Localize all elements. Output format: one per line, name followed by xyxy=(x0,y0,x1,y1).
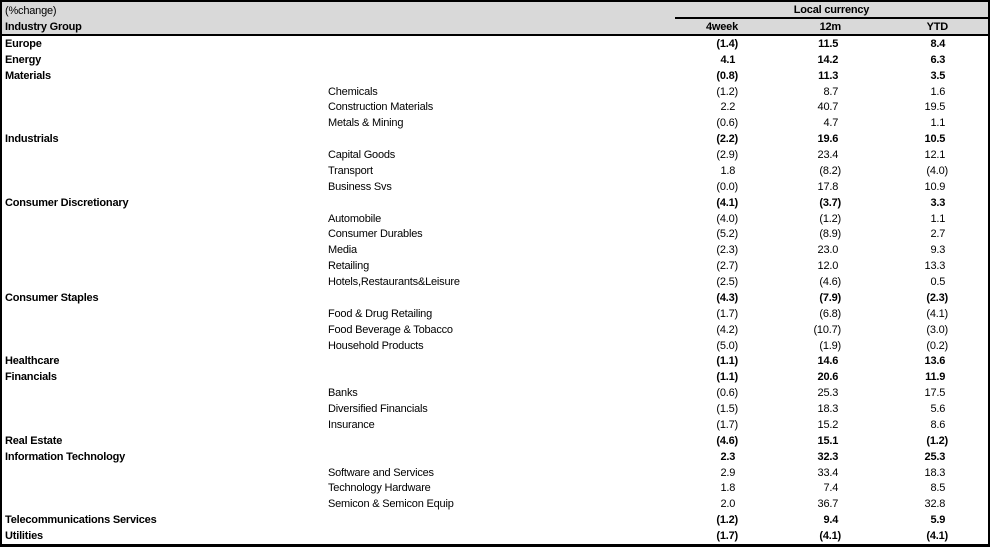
value-cell: 13.3 xyxy=(924,260,948,273)
value-cell: 1.8 xyxy=(720,482,738,495)
value-cell: (1.9) xyxy=(819,339,841,352)
row-label: Real Estate xyxy=(5,434,63,447)
value-cell: 18.3 xyxy=(817,403,841,416)
value-cell: 13.6 xyxy=(924,355,948,368)
value-cell: 7.4 xyxy=(823,482,841,495)
row-label: Capital Goods xyxy=(328,149,396,162)
value-cell: (0.6) xyxy=(716,387,738,400)
value-cell: 11.9 xyxy=(925,371,948,384)
table-row xyxy=(2,115,988,131)
row-label: Food & Drug Retailing xyxy=(328,307,433,320)
row-label: Financials xyxy=(5,371,57,384)
row-label: Hotels,Restaurants&Leisure xyxy=(328,276,460,289)
value-cell: 3.3 xyxy=(930,196,948,209)
table-row xyxy=(2,274,988,290)
table-row xyxy=(2,417,988,433)
value-cell: 2.2 xyxy=(720,101,738,114)
table-row xyxy=(2,465,988,481)
value-cell: 6.3 xyxy=(930,53,948,66)
table-row xyxy=(2,322,988,338)
row-label: Chemicals xyxy=(328,85,378,98)
value-cell: (3.0) xyxy=(926,323,948,336)
table-row xyxy=(2,290,988,306)
table-row xyxy=(2,147,988,163)
table-row xyxy=(2,354,988,370)
value-cell: (1.2) xyxy=(926,434,948,447)
value-cell: (4.1) xyxy=(926,307,948,320)
row-label: Industrials xyxy=(5,133,59,146)
table-row xyxy=(2,179,988,195)
value-cell: 2.3 xyxy=(720,450,738,463)
table-row xyxy=(2,52,988,68)
value-cell: (3.7) xyxy=(819,196,841,209)
value-cell: 8.5 xyxy=(930,482,948,495)
row-label: Metals & Mining xyxy=(328,117,404,130)
value-cell: (0.0) xyxy=(716,180,738,193)
value-cell: (10.7) xyxy=(813,323,841,336)
table-row xyxy=(2,227,988,243)
value-cell: 14.2 xyxy=(817,53,841,66)
value-cell: (4.6) xyxy=(716,434,738,447)
value-cell: 0.5 xyxy=(930,276,948,289)
value-cell: 2.9 xyxy=(720,466,738,479)
value-cell: 8.7 xyxy=(823,85,841,98)
value-cell: 40.7 xyxy=(817,101,841,114)
row-label: Semicon & Semicon Equip xyxy=(328,498,454,511)
row-label: Banks xyxy=(328,387,358,400)
table-row xyxy=(2,306,988,322)
value-cell: (8.9) xyxy=(819,228,841,241)
value-cell: 1.1 xyxy=(930,117,948,130)
value-cell: (4.1) xyxy=(716,196,738,209)
value-cell: 32.3 xyxy=(817,450,841,463)
value-cell: (5.0) xyxy=(716,339,738,352)
value-cell: 2.0 xyxy=(720,498,738,511)
row-label: Business Svs xyxy=(328,180,392,193)
row-label: Insurance xyxy=(328,418,375,431)
value-cell: 5.9 xyxy=(930,514,948,527)
value-cell: 20.6 xyxy=(817,371,841,384)
row-label: Technology Hardware xyxy=(328,482,431,495)
row-label: Healthcare xyxy=(5,355,60,368)
table-row xyxy=(2,433,988,449)
value-cell: (1.5) xyxy=(716,403,738,416)
value-cell: 10.9 xyxy=(924,180,948,193)
value-cell: (2.7) xyxy=(716,260,738,273)
value-cell: 8.4 xyxy=(930,37,948,50)
value-cell: (4.1) xyxy=(819,530,841,543)
table-row xyxy=(2,401,988,417)
table-row xyxy=(2,258,988,274)
value-cell: 11.3 xyxy=(818,69,841,82)
units-label: (%change) xyxy=(5,4,57,17)
row-label: Consumer Staples xyxy=(5,291,99,304)
row-label: Telecommunications Services xyxy=(5,514,157,527)
value-cell: 5.6 xyxy=(930,403,948,416)
value-cell: 19.6 xyxy=(817,133,841,146)
table-row xyxy=(2,496,988,512)
value-cell: (4.6) xyxy=(819,276,841,289)
value-cell: (0.2) xyxy=(926,339,948,352)
value-cell: 17.5 xyxy=(924,387,948,400)
value-cell: (2.5) xyxy=(716,276,738,289)
table-body xyxy=(2,36,988,544)
value-cell: 23.4 xyxy=(817,149,841,162)
value-cell: 23.0 xyxy=(817,244,841,257)
value-cell: 11.5 xyxy=(818,37,841,50)
value-cell: 3.5 xyxy=(930,69,948,82)
value-cell: 25.3 xyxy=(924,450,948,463)
table-row xyxy=(2,481,988,497)
row-label: Utilities xyxy=(5,530,43,543)
value-cell: (1.1) xyxy=(716,371,738,384)
value-cell: (2.3) xyxy=(716,244,738,257)
value-cell: 9.4 xyxy=(823,514,841,527)
value-cell: (1.7) xyxy=(716,530,738,543)
value-cell: (1.2) xyxy=(716,85,738,98)
column-header-12m: 12m xyxy=(819,20,841,33)
value-cell: (4.1) xyxy=(926,530,948,543)
value-cell: 2.7 xyxy=(930,228,948,241)
table-header xyxy=(2,2,988,36)
row-label: Consumer Durables xyxy=(328,228,423,241)
value-cell: 36.7 xyxy=(817,498,841,511)
value-cell: (4.0) xyxy=(716,212,738,225)
table-row xyxy=(2,512,988,528)
value-cell: (1.4) xyxy=(716,37,738,50)
table-row xyxy=(2,369,988,385)
value-cell: (4.2) xyxy=(716,323,738,336)
column-group-header: Local currency xyxy=(675,2,988,19)
value-cell: (6.8) xyxy=(819,307,841,320)
value-cell: 4.7 xyxy=(823,117,841,130)
row-label: Media xyxy=(328,244,357,257)
value-cell: (4.0) xyxy=(926,164,948,177)
value-cell: (1.7) xyxy=(716,418,738,431)
row-label: Retailing xyxy=(328,260,370,273)
table-row xyxy=(2,131,988,147)
row-label: Consumer Discretionary xyxy=(5,196,129,209)
value-cell: (1.1) xyxy=(716,355,738,368)
table-row xyxy=(2,100,988,116)
value-cell: (1.2) xyxy=(716,514,738,527)
row-label: Transport xyxy=(328,164,373,177)
value-cell: (8.2) xyxy=(819,164,841,177)
value-cell: 9.3 xyxy=(930,244,948,257)
row-label: Energy xyxy=(5,53,42,66)
value-cell: 10.5 xyxy=(924,133,948,146)
value-cell: (5.2) xyxy=(716,228,738,241)
value-cell: (2.2) xyxy=(716,133,738,146)
row-label: Food Beverage & Tobacco xyxy=(328,323,453,336)
value-cell: (0.8) xyxy=(716,69,738,82)
table-row xyxy=(2,338,988,354)
value-cell: 8.6 xyxy=(930,418,948,431)
row-header-label: Industry Group xyxy=(5,20,82,33)
value-cell: 18.3 xyxy=(924,466,948,479)
value-cell: 1.6 xyxy=(930,85,948,98)
value-cell: (2.3) xyxy=(926,291,948,304)
value-cell: (7.9) xyxy=(819,291,841,304)
row-label: Construction Materials xyxy=(328,101,434,114)
value-cell: 1.8 xyxy=(720,164,738,177)
row-label: Automobile xyxy=(328,212,382,225)
table-row xyxy=(2,68,988,84)
value-cell: 19.5 xyxy=(924,101,948,114)
table-row xyxy=(2,211,988,227)
value-cell: 4.1 xyxy=(720,53,738,66)
table-row xyxy=(2,163,988,179)
value-cell: 17.8 xyxy=(817,180,841,193)
row-label: Information Technology xyxy=(5,450,126,463)
row-label: Software and Services xyxy=(328,466,434,479)
column-header-ytd: YTD xyxy=(926,20,948,33)
value-cell: 25.3 xyxy=(817,387,841,400)
table-row xyxy=(2,195,988,211)
table-row xyxy=(2,242,988,258)
header-row-top xyxy=(2,2,988,19)
table-row xyxy=(2,385,988,401)
table-row xyxy=(2,84,988,100)
row-label: Materials xyxy=(5,69,51,82)
column-header-4week: 4week xyxy=(705,20,738,33)
value-cell: (4.3) xyxy=(716,291,738,304)
row-label: Europe xyxy=(5,37,42,50)
value-cell: (0.6) xyxy=(716,117,738,130)
value-cell: 15.1 xyxy=(817,434,841,447)
value-cell: 12.0 xyxy=(817,260,841,273)
value-cell: 32.8 xyxy=(924,498,948,511)
value-cell: 33.4 xyxy=(817,466,841,479)
table-row xyxy=(2,528,988,544)
value-cell: 15.2 xyxy=(817,418,841,431)
value-cell: (1.7) xyxy=(716,307,738,320)
value-cell: (2.9) xyxy=(716,149,738,162)
row-label: Household Products xyxy=(328,339,424,352)
table-row xyxy=(2,36,988,52)
value-cell: 1.1 xyxy=(930,212,948,225)
header-row-columns xyxy=(2,19,988,34)
value-cell: 14.6 xyxy=(817,355,841,368)
value-cell: 12.1 xyxy=(924,149,948,162)
row-label: Diversified Financials xyxy=(328,403,428,416)
value-cell: (1.2) xyxy=(819,212,841,225)
table-row xyxy=(2,449,988,465)
